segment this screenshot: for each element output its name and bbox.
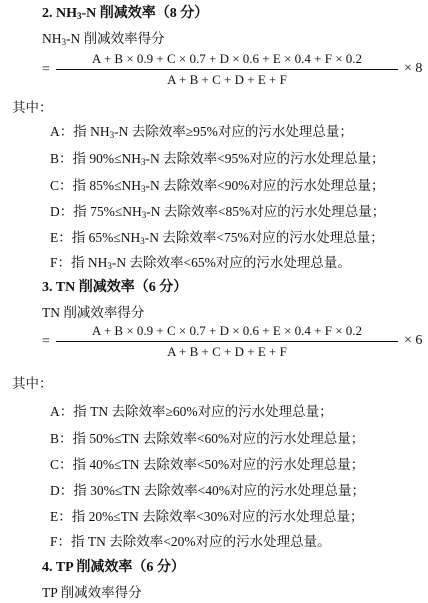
- list-item: B：指 $90\%\le NH_3-N$ 去除效率<95%对应的污水处理总量；: [50, 151, 385, 167]
- fraction: [56, 50, 398, 89]
- denominator: A + B + C + D + E + F: [167, 344, 287, 359]
- section-2-formula: [42, 50, 428, 90]
- section-4-score-label: TP 削减效率得分: [42, 585, 142, 600]
- section-3-formula: [42, 322, 428, 362]
- numerator: A + B × 0.9 + C × 0.7 + D × 0.6 + E × 0.4 + F × 0.2: [91, 51, 363, 66]
- fraction-bar: [56, 69, 398, 70]
- list-item: D：指 $75\%\le NH_3-N$ 去除效率<85%对应的污水处理总量；: [50, 204, 386, 220]
- heading-text: -N 削减效率（8 分）: [81, 6, 209, 21]
- section-3-heading: 3. TN 削减效率（6 分）: [42, 280, 188, 295]
- list-item: B：指 50%≤TN 去除效率<60%对应的污水处理总量；: [50, 431, 365, 446]
- section-2-score-label: [42, 27, 165, 47]
- list-item: A：指 $NH_3-N$ 去除效率≥95%对应的污水处理总量；: [50, 124, 353, 140]
- list-item: F：指 TN 去除效率<20%对应的污水处理总量。: [50, 534, 331, 549]
- heading-number: 2.: [42, 6, 56, 21]
- list-item: C：指 40%≤TN 去除效率<50%对应的污水处理总量；: [50, 457, 365, 472]
- denominator: A + B + C + D + E + F: [167, 72, 287, 87]
- equals-sign: =: [42, 334, 50, 349]
- heading-text: NH: [56, 6, 77, 21]
- equals-sign: =: [42, 62, 50, 77]
- list-item: E：指 20%≤TN 去除效率<30%对应的污水处理总量；: [50, 509, 364, 524]
- subscript: 3: [61, 37, 66, 47]
- section-3-score-label: TN 削减效率得分: [42, 305, 145, 320]
- where-label: 其中：: [12, 100, 53, 115]
- subscript: 3: [77, 11, 82, 21]
- list-item: D：指 30%≤TN 去除效率<40%对应的污水处理总量；: [50, 483, 366, 498]
- label-text: NH: [42, 31, 62, 46]
- list-item: C：指 $85\%\le NH_3-N$ 去除效率<90%对应的污水处理总量；: [50, 178, 385, 194]
- section-4-heading: 4. TP 削减效率（6 分）: [42, 560, 185, 575]
- fraction-bar: [56, 341, 398, 342]
- numerator: A + B × 0.9 + C × 0.7 + D × 0.6 + E × 0.4 + F × 0.2: [91, 323, 363, 338]
- list-item: A：指 TN 去除效率≥60%对应的污水处理总量；: [50, 404, 333, 419]
- list-item: E：指 $65\%\le NH_3-N$ 去除效率<75%对应的污水处理总量；: [50, 230, 384, 246]
- list-item: F：指 $NH_3-N$ 去除效率<65%对应的污水处理总量。: [50, 255, 351, 271]
- multiplier: × 6: [404, 333, 423, 348]
- where-label: 其中：: [12, 376, 53, 391]
- fraction: [56, 322, 398, 361]
- label-text: -N 削减效率得分: [66, 31, 165, 46]
- section-2-heading: [42, 2, 208, 22]
- multiplier: × 8: [404, 61, 423, 76]
